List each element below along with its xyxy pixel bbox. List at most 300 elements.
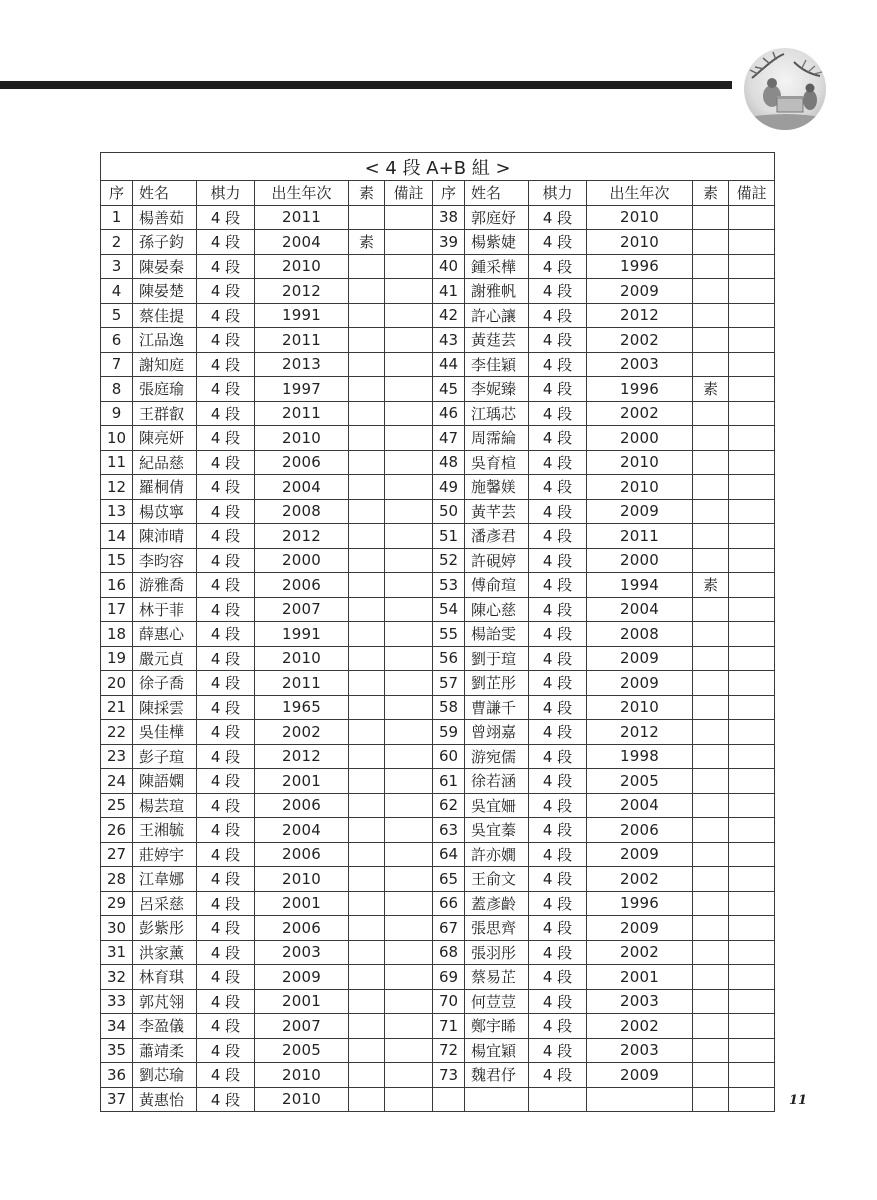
- table-row: [101, 940, 775, 965]
- seq-cell: 42: [433, 303, 465, 328]
- seq-cell: 70: [433, 989, 465, 1014]
- seq-cell: 43: [433, 328, 465, 353]
- seq-cell: 31: [101, 940, 133, 965]
- rank-cell: 4 段: [529, 1014, 587, 1039]
- seq-cell: 54: [433, 597, 465, 622]
- seq-cell: 48: [433, 450, 465, 475]
- su-cell: [349, 426, 385, 451]
- su-cell: [349, 597, 385, 622]
- name-cell: 黃惠怡: [133, 1087, 197, 1112]
- birth-year-cell: 1996: [587, 891, 693, 916]
- note-cell: [729, 377, 775, 402]
- name-cell: 林育琪: [133, 965, 197, 990]
- note-cell: [385, 769, 433, 794]
- su-cell: [693, 303, 729, 328]
- name-cell: 孫子鈞: [133, 230, 197, 255]
- note-cell: [385, 1038, 433, 1063]
- rank-cell: 4 段: [197, 965, 255, 990]
- su-cell: [693, 916, 729, 941]
- note-cell: [385, 352, 433, 377]
- name-cell: 陳晏秦: [133, 254, 197, 279]
- rank-cell: 4 段: [197, 940, 255, 965]
- name-cell: 郭芃翎: [133, 989, 197, 1014]
- note-cell: [729, 720, 775, 745]
- note-cell: [385, 744, 433, 769]
- name-cell: [465, 1087, 529, 1112]
- note-cell: [729, 205, 775, 230]
- rank-cell: 4 段: [197, 744, 255, 769]
- name-cell: 施馨媄: [465, 475, 529, 500]
- rank-cell: 4 段: [197, 377, 255, 402]
- seq-cell: 69: [433, 965, 465, 990]
- seq-cell: 63: [433, 818, 465, 843]
- seq-cell: 28: [101, 867, 133, 892]
- birth-year-cell: 2009: [587, 279, 693, 304]
- su-cell: [349, 548, 385, 573]
- su-cell: [349, 965, 385, 990]
- su-cell: [349, 279, 385, 304]
- seq-cell: 51: [433, 524, 465, 549]
- table-row: [101, 597, 775, 622]
- rank-cell: 4 段: [529, 793, 587, 818]
- rank-cell: 4 段: [529, 279, 587, 304]
- rank-cell: 4 段: [197, 597, 255, 622]
- su-cell: [693, 230, 729, 255]
- note-cell: [729, 328, 775, 353]
- seq-cell: 50: [433, 499, 465, 524]
- name-cell: 陳語嫻: [133, 769, 197, 794]
- su-cell: [693, 744, 729, 769]
- su-cell: [349, 1038, 385, 1063]
- birth-year-cell: 2001: [587, 965, 693, 990]
- su-cell: [693, 1038, 729, 1063]
- rank-cell: 4 段: [529, 328, 587, 353]
- table-row: [101, 230, 775, 255]
- birth-year-cell: 2006: [587, 818, 693, 843]
- name-cell: 楊詒雯: [465, 622, 529, 647]
- name-header: 姓名: [465, 181, 529, 206]
- table-row: [101, 720, 775, 745]
- birth-year-header: 出生年次: [587, 181, 693, 206]
- table-row: [101, 499, 775, 524]
- rank-cell: [529, 1087, 587, 1112]
- table-row: [101, 695, 775, 720]
- table-row: [101, 818, 775, 843]
- birth-year-cell: 2010: [587, 695, 693, 720]
- table-row: [101, 646, 775, 671]
- roster-body: [101, 205, 775, 1112]
- note-cell: [385, 279, 433, 304]
- seq-cell: 40: [433, 254, 465, 279]
- su-cell: [349, 1087, 385, 1112]
- note-cell: [729, 303, 775, 328]
- note-cell: [385, 401, 433, 426]
- name-cell: 劉芯瑜: [133, 1063, 197, 1088]
- seq-cell: 22: [101, 720, 133, 745]
- seq-cell: 2: [101, 230, 133, 255]
- su-cell: [349, 1063, 385, 1088]
- name-cell: 王群叡: [133, 401, 197, 426]
- su-cell: [349, 769, 385, 794]
- su-cell: [693, 842, 729, 867]
- su-cell: [349, 254, 385, 279]
- note-cell: [729, 842, 775, 867]
- seq-cell: 12: [101, 475, 133, 500]
- rank-cell: 4 段: [529, 377, 587, 402]
- seq-cell: 4: [101, 279, 133, 304]
- note-cell: [385, 230, 433, 255]
- seq-cell: 72: [433, 1038, 465, 1063]
- table-row: [101, 279, 775, 304]
- name-cell: 王湘毓: [133, 818, 197, 843]
- su-cell: [693, 328, 729, 353]
- birth-year-cell: 2004: [255, 818, 349, 843]
- table-row: [101, 842, 775, 867]
- rank-header: 棋力: [197, 181, 255, 206]
- seq-cell: 66: [433, 891, 465, 916]
- su-cell: [693, 205, 729, 230]
- seq-cell: 15: [101, 548, 133, 573]
- rank-cell: 4 段: [197, 524, 255, 549]
- note-cell: [729, 769, 775, 794]
- su-cell: [349, 573, 385, 598]
- seq-cell: 47: [433, 426, 465, 451]
- seq-cell: 5: [101, 303, 133, 328]
- birth-year-cell: 2002: [255, 720, 349, 745]
- su-cell: [693, 1014, 729, 1039]
- su-cell: [349, 891, 385, 916]
- seq-cell: 20: [101, 671, 133, 696]
- seq-cell: 6: [101, 328, 133, 353]
- seq-cell: 68: [433, 940, 465, 965]
- note-cell: [385, 989, 433, 1014]
- birth-year-cell: 2006: [255, 573, 349, 598]
- seq-cell: 37: [101, 1087, 133, 1112]
- su-cell: [693, 646, 729, 671]
- birth-year-cell: 1996: [587, 377, 693, 402]
- su-cell: [349, 401, 385, 426]
- su-cell: [693, 1063, 729, 1088]
- rank-cell: 4 段: [197, 867, 255, 892]
- su-cell: [693, 499, 729, 524]
- rank-cell: 4 段: [197, 695, 255, 720]
- rank-cell: 4 段: [529, 891, 587, 916]
- seq-cell: 64: [433, 842, 465, 867]
- seq-cell: 18: [101, 622, 133, 647]
- rank-cell: 4 段: [529, 744, 587, 769]
- birth-year-cell: 2012: [255, 744, 349, 769]
- note-cell: [729, 548, 775, 573]
- seq-cell: 8: [101, 377, 133, 402]
- table-row: [101, 352, 775, 377]
- table-row: [101, 205, 775, 230]
- name-cell: 楊紫婕: [465, 230, 529, 255]
- su-cell: [693, 720, 729, 745]
- rank-cell: 4 段: [529, 720, 587, 745]
- su-cell: [349, 940, 385, 965]
- birth-year-cell: 1965: [255, 695, 349, 720]
- birth-year-cell: 2010: [587, 230, 693, 255]
- seq-cell: 21: [101, 695, 133, 720]
- birth-year-cell: 2000: [587, 548, 693, 573]
- su-cell: [349, 671, 385, 696]
- su-cell: [693, 940, 729, 965]
- su-cell: [349, 450, 385, 475]
- birth-year-cell: 2008: [255, 499, 349, 524]
- birth-year-cell: 2009: [587, 842, 693, 867]
- rank-cell: 4 段: [529, 916, 587, 941]
- table-row: [101, 450, 775, 475]
- note-cell: [729, 401, 775, 426]
- su-cell: [693, 450, 729, 475]
- seq-cell: 38: [433, 205, 465, 230]
- birth-year-cell: 2007: [255, 597, 349, 622]
- name-cell: 陳亮妍: [133, 426, 197, 451]
- birth-year-cell: 1991: [255, 303, 349, 328]
- rank-cell: 4 段: [197, 254, 255, 279]
- seq-cell: 24: [101, 769, 133, 794]
- birth-year-cell: 2002: [587, 328, 693, 353]
- table-row: [101, 475, 775, 500]
- su-cell: [693, 352, 729, 377]
- note-cell: [729, 744, 775, 769]
- name-cell: 嚴元貞: [133, 646, 197, 671]
- name-cell: 楊芸瑄: [133, 793, 197, 818]
- su-cell: [349, 205, 385, 230]
- rank-cell: 4 段: [197, 646, 255, 671]
- note-cell: [385, 426, 433, 451]
- name-cell: 張羽彤: [465, 940, 529, 965]
- birth-year-cell: 2001: [255, 989, 349, 1014]
- table-row: [101, 989, 775, 1014]
- name-cell: 江韋娜: [133, 867, 197, 892]
- rank-cell: 4 段: [529, 499, 587, 524]
- name-cell: 莊婷宇: [133, 842, 197, 867]
- seq-cell: 55: [433, 622, 465, 647]
- note-cell: [385, 524, 433, 549]
- birth-year-cell: 2010: [255, 1063, 349, 1088]
- rank-cell: 4 段: [529, 303, 587, 328]
- seq-cell: 9: [101, 401, 133, 426]
- su-cell: [693, 671, 729, 696]
- name-cell: 楊宜穎: [465, 1038, 529, 1063]
- su-cell: [693, 524, 729, 549]
- note-cell: [729, 916, 775, 941]
- name-cell: 游雅喬: [133, 573, 197, 598]
- note-cell: [385, 891, 433, 916]
- seq-cell: [433, 1087, 465, 1112]
- su-cell: [349, 916, 385, 941]
- birth-year-cell: 2006: [255, 793, 349, 818]
- table-row: [101, 548, 775, 573]
- birth-year-cell: 2003: [587, 989, 693, 1014]
- rank-cell: 4 段: [529, 254, 587, 279]
- su-cell: [349, 499, 385, 524]
- su-cell: 素: [693, 377, 729, 402]
- note-cell: [729, 793, 775, 818]
- birth-year-cell: 2006: [255, 916, 349, 941]
- su-cell: [349, 793, 385, 818]
- su-cell: [693, 891, 729, 916]
- birth-year-cell: 2001: [255, 891, 349, 916]
- rank-cell: 4 段: [197, 279, 255, 304]
- note-cell: [385, 622, 433, 647]
- birth-year-cell: 2010: [255, 1087, 349, 1112]
- seq-cell: 61: [433, 769, 465, 794]
- note-cell: [729, 475, 775, 500]
- su-cell: [349, 818, 385, 843]
- birth-year-cell: 2005: [255, 1038, 349, 1063]
- birth-year-cell: 2005: [587, 769, 693, 794]
- note-header: 備註: [385, 181, 433, 206]
- rank-cell: 4 段: [197, 548, 255, 573]
- table-row: [101, 1014, 775, 1039]
- su-cell: [349, 744, 385, 769]
- su-cell: [349, 352, 385, 377]
- name-cell: 李盈儀: [133, 1014, 197, 1039]
- seq-cell: 27: [101, 842, 133, 867]
- birth-year-cell: 1996: [587, 254, 693, 279]
- su-cell: [349, 1014, 385, 1039]
- birth-year-cell: 2012: [255, 279, 349, 304]
- name-cell: 彭子瑄: [133, 744, 197, 769]
- su-cell: [693, 965, 729, 990]
- birth-year-cell: 2011: [255, 205, 349, 230]
- note-cell: [729, 1038, 775, 1063]
- su-cell: 素: [349, 230, 385, 255]
- seq-cell: 16: [101, 573, 133, 598]
- seq-cell: 23: [101, 744, 133, 769]
- seq-cell: 17: [101, 597, 133, 622]
- rank-cell: 4 段: [197, 230, 255, 255]
- rank-roster-table: [100, 152, 775, 1112]
- su-cell: [349, 842, 385, 867]
- birth-year-cell: 2010: [255, 254, 349, 279]
- table-row: [101, 793, 775, 818]
- birth-year-cell: 2012: [587, 303, 693, 328]
- name-cell: 許亦嫺: [465, 842, 529, 867]
- su-cell: [693, 695, 729, 720]
- name-cell: 彭紫彤: [133, 916, 197, 941]
- su-cell: [349, 622, 385, 647]
- su-cell: [693, 279, 729, 304]
- note-cell: [385, 450, 433, 475]
- birth-year-cell: 2000: [255, 548, 349, 573]
- su-cell: [693, 793, 729, 818]
- rank-cell: 4 段: [529, 867, 587, 892]
- seq-header: 序: [101, 181, 133, 206]
- name-cell: 郭庭妤: [465, 205, 529, 230]
- su-cell: [349, 720, 385, 745]
- seq-cell: 41: [433, 279, 465, 304]
- rank-cell: 4 段: [197, 205, 255, 230]
- name-cell: 周霈綸: [465, 426, 529, 451]
- table-row: [101, 254, 775, 279]
- name-cell: 薛惠心: [133, 622, 197, 647]
- rank-cell: 4 段: [197, 450, 255, 475]
- seq-cell: 34: [101, 1014, 133, 1039]
- birth-year-cell: 1991: [255, 622, 349, 647]
- note-cell: [729, 352, 775, 377]
- birth-year-cell: 2001: [255, 769, 349, 794]
- seq-cell: 60: [433, 744, 465, 769]
- birth-year-cell: 2010: [255, 646, 349, 671]
- rank-cell: 4 段: [197, 891, 255, 916]
- rank-cell: 4 段: [197, 1014, 255, 1039]
- name-cell: 蔡佳提: [133, 303, 197, 328]
- name-cell: 紀品慈: [133, 450, 197, 475]
- su-cell: 素: [693, 573, 729, 598]
- birth-year-cell: 2010: [587, 205, 693, 230]
- birth-year-cell: 2002: [587, 1014, 693, 1039]
- birth-year-header: 出生年次: [255, 181, 349, 206]
- rank-cell: 4 段: [529, 597, 587, 622]
- note-cell: [729, 426, 775, 451]
- birth-year-cell: 2002: [587, 401, 693, 426]
- seq-cell: 29: [101, 891, 133, 916]
- seq-cell: 45: [433, 377, 465, 402]
- name-cell: 洪家薰: [133, 940, 197, 965]
- birth-year-cell: 2011: [255, 401, 349, 426]
- seq-cell: 36: [101, 1063, 133, 1088]
- birth-year-cell: 2008: [587, 622, 693, 647]
- note-cell: [385, 842, 433, 867]
- su-cell: [693, 548, 729, 573]
- rank-cell: 4 段: [529, 401, 587, 426]
- name-cell: 張思齊: [465, 916, 529, 941]
- birth-year-cell: 2004: [255, 230, 349, 255]
- birth-year-cell: 2006: [255, 842, 349, 867]
- note-cell: [729, 1014, 775, 1039]
- table-row: [101, 401, 775, 426]
- note-cell: [385, 377, 433, 402]
- su-header: 素: [693, 181, 729, 206]
- rank-cell: 4 段: [197, 818, 255, 843]
- su-header: 素: [349, 181, 385, 206]
- seq-cell: 30: [101, 916, 133, 941]
- rank-cell: 4 段: [197, 426, 255, 451]
- name-cell: 徐若涵: [465, 769, 529, 794]
- note-cell: [385, 475, 433, 500]
- seq-cell: 10: [101, 426, 133, 451]
- note-cell: [385, 205, 433, 230]
- name-cell: 吳佳樺: [133, 720, 197, 745]
- seq-cell: 65: [433, 867, 465, 892]
- su-cell: [693, 597, 729, 622]
- name-cell: 黃莛芸: [465, 328, 529, 353]
- birth-year-cell: 2009: [587, 916, 693, 941]
- birth-year-cell: 2004: [255, 475, 349, 500]
- birth-year-cell: 2011: [587, 524, 693, 549]
- seq-cell: 71: [433, 1014, 465, 1039]
- note-cell: [729, 573, 775, 598]
- rank-cell: 4 段: [529, 475, 587, 500]
- birth-year-cell: [587, 1087, 693, 1112]
- name-cell: 魏君伃: [465, 1063, 529, 1088]
- seq-cell: 32: [101, 965, 133, 990]
- name-cell: 劉芷彤: [465, 671, 529, 696]
- rank-cell: 4 段: [529, 205, 587, 230]
- birth-year-cell: 2011: [255, 671, 349, 696]
- seq-cell: 59: [433, 720, 465, 745]
- su-cell: [693, 254, 729, 279]
- note-cell: [729, 646, 775, 671]
- name-cell: 陳沛晴: [133, 524, 197, 549]
- name-cell: 許心讓: [465, 303, 529, 328]
- seq-cell: 33: [101, 989, 133, 1014]
- name-cell: 蕭靖柔: [133, 1038, 197, 1063]
- seq-cell: 14: [101, 524, 133, 549]
